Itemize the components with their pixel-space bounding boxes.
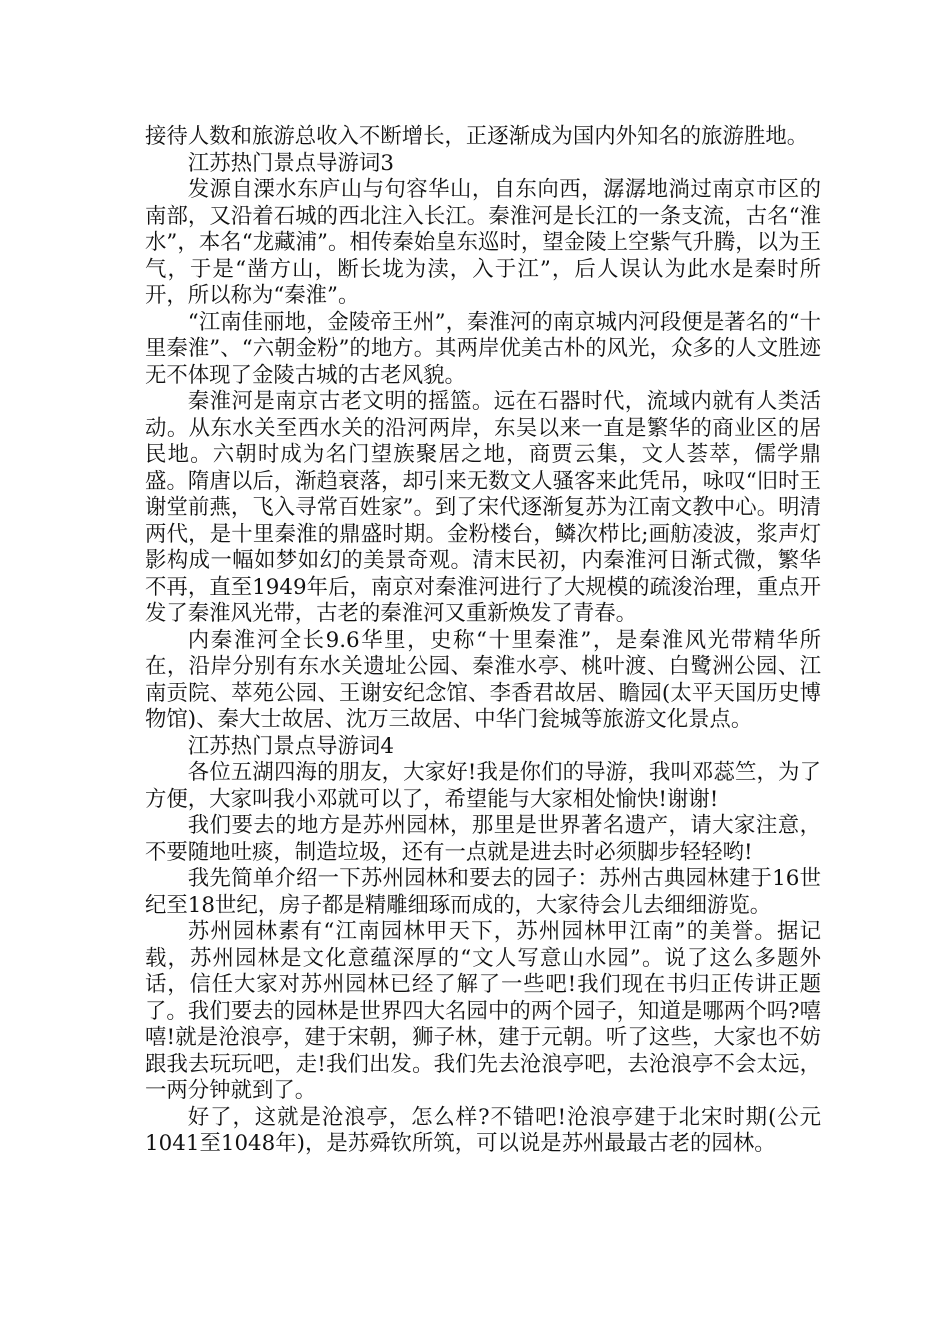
- section-4-title: 江苏热门景点导游词4: [187, 733, 394, 759]
- section-3-paragraph-1: 发源自溧水东庐山与句容华山，自东向西，潺潺地淌过南京市区的南部，又沿着石城的西北注入长江。秦淮河是长江的一条支流，古名“淮水”，本名“龙藏浦”。相传秦始皇东巡时，望金陵上空紫气升腾，以为王气，于是“凿方山，断长垅为渎，入于江”，后人误认为此水是秦时所开，所以称为“秦淮”。: [145, 177, 821, 308]
- section-3-title: 江苏热门景点导游词3: [187, 150, 394, 176]
- section-4-paragraph-3: 我先简单介绍一下苏州园林和要去的园子：苏州古典园林建于16世纪至18世纪，房子都是精雕细琢而成的，大家待会儿去细细游览。: [145, 866, 821, 918]
- section-4-paragraph-4: 苏州园林素有“江南园林甲天下，苏州园林甲江南”的美誉。据记载，苏州园林是文化意蕴深厚的“文人写意山水园”。说了这么多题外话，信任大家对苏州园林已经了解了一些吧!我们现在书归正传讲正题了。我们要去的园林是世界四大名园中的两个园子，知道是哪两个吗?嘻嘻!就是沧浪亭，建于宋朝，狮子林，建于元朝。听了这些，大家也不妨跟我去玩玩吧，走!我们出发。我们先去沧浪亭吧，去沧浪亭不会太远，一两分钟就到了。: [145, 919, 821, 1103]
- intro-continuation-paragraph: 接待人数和旅游总收入不断增长，正逐渐成为国内外知名的旅游胜地。: [145, 124, 809, 149]
- section-4-paragraph-5: 好了，这就是沧浪亭，怎么样?不错吧!沧浪亭建于北宋时期(公元1041至1048年)，是苏舜钦所筑，可以说是苏州最最古老的园林。: [145, 1104, 821, 1156]
- section-3-paragraph-4: 内秦淮河全长9.6华里，史称“十里秦淮”，是秦淮风光带精华所在，沿岸分别有东水关遗址公园、秦淮水亭、桃叶渡、白鹭洲公园、江南贡院、萃苑公园、王谢安纪念馆、李香君故居、瞻园(太平天国历史博物馆)、秦大士故居、沈万三故居、中华门瓮城等旅游文化景点。: [145, 627, 821, 732]
- section-3-paragraph-3: 秦淮河是南京古老文明的摇篮。远在石器时代，流域内就有人类活动。从东水关至西水关的沿河两岸，东吴以来一直是繁华的商业区的居民地。六朝时成为名门望族聚居之地，商贾云集，文人荟萃，儒学鼎盛。隋唐以后，渐趋衰落，却引来无数文人骚客来此凭吊，咏叹“旧时王谢堂前燕，飞入寻常百姓家”。到了宋代逐渐复苏为江南文教中心。明清两代，是十里秦淮的鼎盛时期。金粉楼台，鳞次栉比;画舫凌波，浆声灯影构成一幅如梦如幻的美景奇观。清末民初，内秦淮河日渐式微，繁华不再，直至1949年后，南京对秦淮河进行了大规模的疏浚治理，重点开发了秦淮风光带，古老的秦淮河又重新焕发了青春。: [145, 389, 821, 626]
- section-3-paragraph-2: “江南佳丽地，金陵帝王州”，秦淮河的南京城内河段便是著名的“十里秦淮”、“六朝金粉”的地方。其两岸优美古朴的风光，众多的人文胜迹无不体现了金陵古城的古老风貌。: [145, 309, 821, 388]
- document-body: [145, 124, 821, 1158]
- section-4-paragraph-1: 各位五湖四海的朋友，大家好!我是你们的导游，我叫邓蕊竺，为了方便，大家叫我小邓就可以了，希望能与大家相处愉快!谢谢!: [145, 760, 821, 812]
- section-4-paragraph-2: 我们要去的地方是苏州园林，那里是世界著名遗产，请大家注意，不要随地吐痰，制造垃圾，还有一点就是进去时必须脚步轻轻哟!: [145, 813, 821, 865]
